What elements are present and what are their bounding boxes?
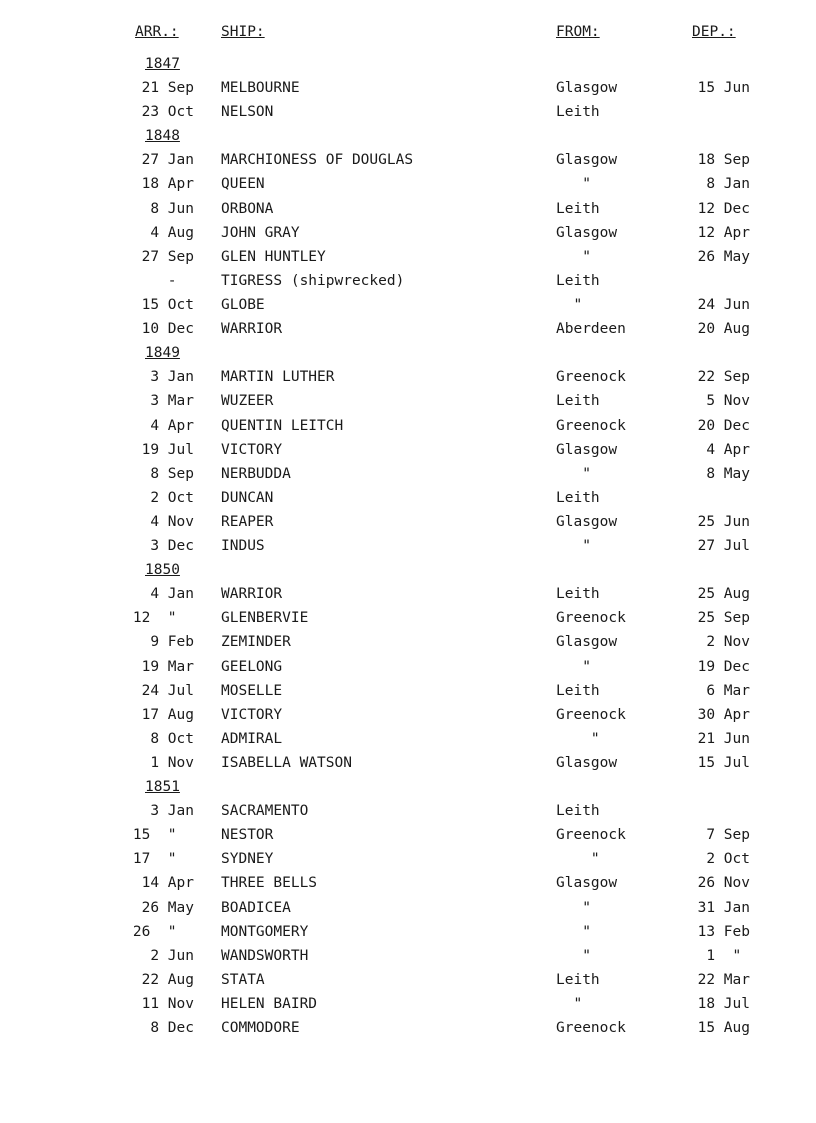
ship-record-row [0, 295, 816, 315]
ship-record-row [0, 223, 816, 243]
ship-record-row [0, 247, 816, 267]
ship-name: WARRIOR [221, 586, 283, 602]
origin-port: Glasgow [556, 514, 618, 530]
ship-record-row [0, 873, 816, 893]
ship-record-row [0, 608, 816, 628]
ship-name: MOSELLE [221, 683, 283, 699]
departure-date: 8 Jan [706, 176, 750, 192]
ship-name: NERBUDDA [221, 466, 291, 482]
ship-name: WARRIOR [221, 321, 283, 337]
departure-date: 30 Apr [697, 707, 750, 723]
origin-port: Leith [556, 586, 600, 602]
year-heading [0, 54, 816, 74]
ship-name: JOHN GRAY [221, 225, 300, 241]
ship-name: SACRAMENTO [221, 803, 309, 819]
origin-port: Greenock [556, 418, 626, 434]
origin-column-header: FROM: [556, 24, 600, 40]
origin-port: Glasgow [556, 634, 618, 650]
origin-port: " [556, 851, 600, 867]
origin-port: Greenock [556, 369, 626, 385]
departure-date: 15 Jun [697, 80, 750, 96]
ship-record-row [0, 753, 816, 773]
origin-port: " [556, 176, 591, 192]
ship-record-row [0, 199, 816, 219]
arrival-date: 4 Apr [150, 418, 194, 434]
ship-record-row [0, 464, 816, 484]
ship-name: ISABELLA WATSON [221, 755, 352, 771]
departure-date: 15 Jul [697, 755, 750, 771]
ship-name: VICTORY [221, 707, 283, 723]
arrival-date: 3 Mar [150, 393, 194, 409]
origin-port: " [556, 900, 591, 916]
departure-date: 22 Mar [697, 972, 750, 988]
origin-port: Leith [556, 393, 600, 409]
origin-port: Greenock [556, 610, 626, 626]
arrival-date: 8 Jun [150, 201, 194, 217]
origin-port: Glasgow [556, 80, 618, 96]
origin-port: Leith [556, 104, 600, 120]
ship-record-row [0, 825, 816, 845]
departure-date: 4 Apr [706, 442, 750, 458]
ship-name: ZEMINDER [221, 634, 291, 650]
departure-date: 26 Nov [697, 875, 750, 891]
arrival-date: 1 Nov [150, 755, 194, 771]
origin-port: Leith [556, 803, 600, 819]
origin-port: Leith [556, 273, 600, 289]
arrival-date: 3 Jan [150, 803, 194, 819]
departure-date: 12 Dec [697, 201, 750, 217]
year-label: 1848 [145, 128, 180, 144]
origin-port: Leith [556, 683, 600, 699]
departure-date: 12 Apr [697, 225, 750, 241]
year-label: 1849 [145, 345, 180, 361]
departure-date: 31 Jan [697, 900, 750, 916]
origin-port: Glasgow [556, 875, 618, 891]
arrival-date: 2 Jun [150, 948, 194, 964]
ship-record-row [0, 536, 816, 556]
origin-port: " [556, 538, 591, 554]
departure-date: 8 May [706, 466, 750, 482]
origin-port: Greenock [556, 1020, 626, 1036]
departure-date: 20 Aug [697, 321, 750, 337]
year-heading [0, 343, 816, 363]
year-heading [0, 126, 816, 146]
departure-date: 5 Nov [706, 393, 750, 409]
departure-date: 7 Sep [706, 827, 750, 843]
arrival-date: 19 Jul [141, 442, 194, 458]
origin-port: Leith [556, 490, 600, 506]
ship-name: WANDSWORTH [221, 948, 309, 964]
ship-record-row [0, 174, 816, 194]
origin-port: " [556, 249, 591, 265]
departure-date: 2 Oct [706, 851, 750, 867]
ship-record-row [0, 849, 816, 869]
departure-date: 13 Feb [697, 924, 750, 940]
ship-name: NELSON [221, 104, 274, 120]
origin-port: " [556, 731, 600, 747]
year-heading [0, 560, 816, 580]
origin-port: Leith [556, 201, 600, 217]
ship-record-row [0, 512, 816, 532]
origin-port: Greenock [556, 707, 626, 723]
departure-date: 21 Jun [697, 731, 750, 747]
ship-record-row [0, 102, 816, 122]
origin-port: Greenock [556, 827, 626, 843]
ship-name: TIGRESS (shipwrecked) [221, 273, 405, 289]
origin-port: Glasgow [556, 225, 618, 241]
departure-date: 20 Dec [697, 418, 750, 434]
arrival-date: 4 Nov [150, 514, 194, 530]
arrival-date: 18 Apr [141, 176, 194, 192]
arrival-date: 8 Sep [150, 466, 194, 482]
ship-name: GLOBE [221, 297, 265, 313]
arrival-date: 3 Dec [150, 538, 194, 554]
ship-record-row [0, 488, 816, 508]
ship-name: THREE BELLS [221, 875, 318, 891]
arrival-date: 17 Aug [141, 707, 194, 723]
ship-record-row [0, 367, 816, 387]
origin-port: " [556, 466, 591, 482]
ship-name: MARTIN LUTHER [221, 369, 335, 385]
arrival-date: 26 May [141, 900, 194, 916]
ship-name: GLEN HUNTLEY [221, 249, 326, 265]
arrival-date: 15 " [132, 827, 194, 843]
ship-record-row [0, 681, 816, 701]
arrival-date: 8 Dec [150, 1020, 194, 1036]
origin-port: " [556, 996, 583, 1012]
arrival-date: 12 " [132, 610, 194, 626]
ship-name: NESTOR [221, 827, 274, 843]
arrival-date: - [167, 273, 194, 289]
ship-name: QUENTIN LEITCH [221, 418, 344, 434]
year-label: 1851 [145, 779, 180, 795]
ship-name: QUEEN [221, 176, 265, 192]
year-heading [0, 777, 816, 797]
ship-name: BOADICEA [221, 900, 291, 916]
departure-date: 25 Jun [697, 514, 750, 530]
arrival-date: 19 Mar [141, 659, 194, 675]
ship-record-row [0, 319, 816, 339]
ship-name: COMMODORE [221, 1020, 300, 1036]
ship-name: GEELONG [221, 659, 283, 675]
arrival-date: 24 Jul [141, 683, 194, 699]
ship-name: STATA [221, 972, 265, 988]
ship-record-row [0, 729, 816, 749]
ship-name: DUNCAN [221, 490, 274, 506]
ship-record-row [0, 584, 816, 604]
departure-date: 1 " [706, 948, 750, 964]
ship-record-row [0, 970, 816, 990]
departure-date: 2 Nov [706, 634, 750, 650]
arrival-date: 9 Feb [150, 634, 194, 650]
origin-port: " [556, 297, 583, 313]
departure-date: 6 Mar [706, 683, 750, 699]
ship-name: SYDNEY [221, 851, 274, 867]
arrival-column-header: ARR.: [135, 24, 179, 40]
ship-name: INDUS [221, 538, 265, 554]
origin-port: " [556, 659, 591, 675]
year-label: 1847 [145, 56, 180, 72]
arrival-date: 11 Nov [141, 996, 194, 1012]
departure-date: 24 Jun [697, 297, 750, 313]
arrival-date: 8 Oct [150, 731, 194, 747]
ship-name: WUZEER [221, 393, 274, 409]
ship-record-row [0, 391, 816, 411]
departure-date: 19 Dec [697, 659, 750, 675]
departure-date: 18 Sep [697, 152, 750, 168]
ship-record-row [0, 994, 816, 1014]
origin-port: Leith [556, 972, 600, 988]
ship-name: ORBONA [221, 201, 274, 217]
ship-record-row [0, 78, 816, 98]
departure-column-header: DEP.: [692, 24, 736, 40]
departure-date: 22 Sep [697, 369, 750, 385]
ship-name: REAPER [221, 514, 274, 530]
arrival-date: 4 Aug [150, 225, 194, 241]
departure-date: 18 Jul [697, 996, 750, 1012]
arrival-date: 10 Dec [141, 321, 194, 337]
origin-port: " [556, 948, 591, 964]
arrival-date: 22 Aug [141, 972, 194, 988]
ship-record-row [0, 657, 816, 677]
arrival-date: 27 Jan [141, 152, 194, 168]
arrival-date: 27 Sep [141, 249, 194, 265]
departure-date: 27 Jul [697, 538, 750, 554]
ship-column-header: SHIP: [221, 24, 265, 40]
arrival-date: 3 Jan [150, 369, 194, 385]
arrival-date: 21 Sep [141, 80, 194, 96]
ship-record-row [0, 632, 816, 652]
arrival-date: 26 " [132, 924, 194, 940]
ship-record-row [0, 416, 816, 436]
origin-port: Aberdeen [556, 321, 626, 337]
ship-record-row [0, 922, 816, 942]
origin-port: Glasgow [556, 152, 618, 168]
year-label: 1850 [145, 562, 180, 578]
arrival-date: 4 Jan [150, 586, 194, 602]
arrival-date: 23 Oct [141, 104, 194, 120]
departure-date: 25 Sep [697, 610, 750, 626]
ship-record-row [0, 705, 816, 725]
ship-name: ADMIRAL [221, 731, 283, 747]
ship-record-row [0, 801, 816, 821]
ship-record-row [0, 440, 816, 460]
departure-date: 26 May [697, 249, 750, 265]
column-header-row [0, 22, 816, 42]
ship-record-row [0, 898, 816, 918]
origin-port: Glasgow [556, 755, 618, 771]
departure-date: 25 Aug [697, 586, 750, 602]
ship-name: HELEN BAIRD [221, 996, 318, 1012]
ship-record-row [0, 271, 816, 291]
arrival-date: 2 Oct [150, 490, 194, 506]
ship-record-row [0, 150, 816, 170]
ship-record-row [0, 1018, 816, 1038]
arrival-date: 17 " [132, 851, 194, 867]
ship-name: VICTORY [221, 442, 283, 458]
origin-port: Glasgow [556, 442, 618, 458]
departure-date: 15 Aug [697, 1020, 750, 1036]
arrival-date: 14 Apr [141, 875, 194, 891]
origin-port: " [556, 924, 591, 940]
ship-name: MARCHIONESS OF DOUGLAS [221, 152, 414, 168]
ship-name: MELBOURNE [221, 80, 300, 96]
ship-record-row [0, 946, 816, 966]
ship-name: GLENBERVIE [221, 610, 309, 626]
ship-name: MONTGOMERY [221, 924, 309, 940]
arrival-date: 15 Oct [141, 297, 194, 313]
